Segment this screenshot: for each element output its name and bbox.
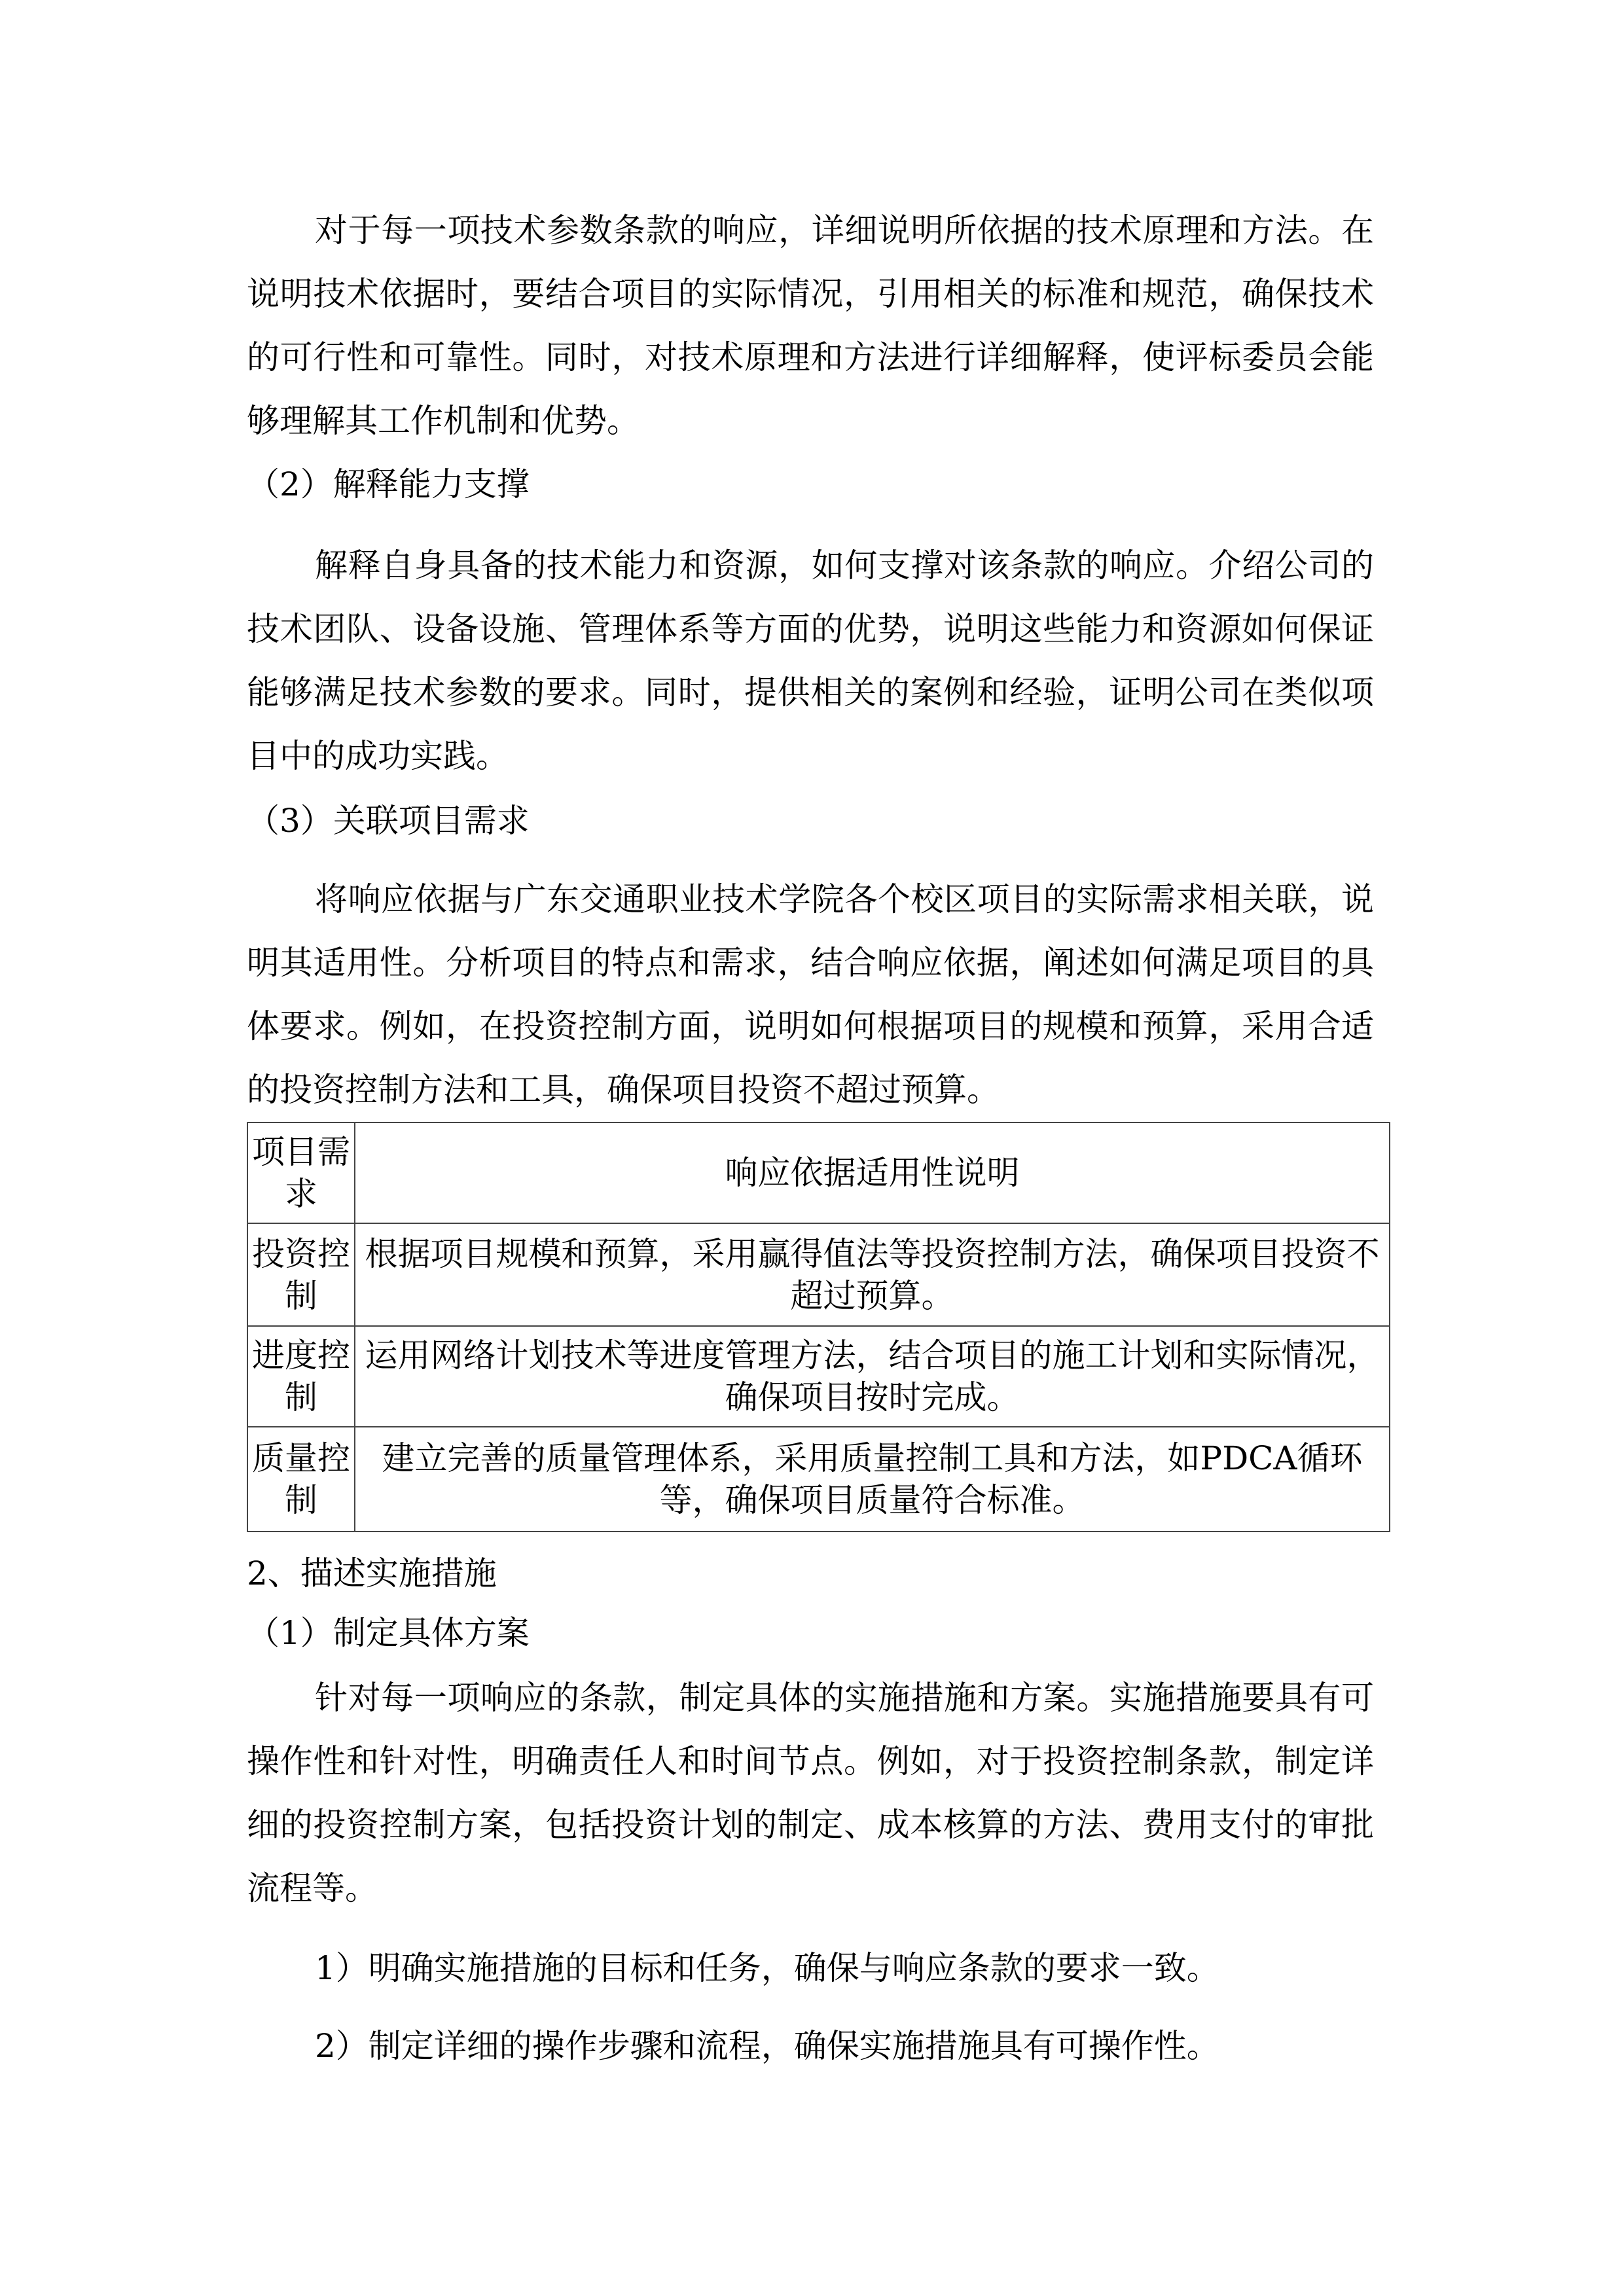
table-cell: 投资控制 [247,1223,355,1326]
table-cell: 进度控制 [247,1326,355,1427]
paragraph-capability-support: 解释自身具备的技术能力和资源，如何支撑对该条款的响应。介绍公司的技术团队、设备设施、管理体系等方面的优势，说明这些能力和资源如何保证能够满足技术参数的要求。同时，提供相关的案例和经验，证明公司在类似项目中的成功实践。 [247,547,1374,775]
table-cell: 运用网络计划技术等进度管理方法，结合项目的施工计划和实际情况，确保项目按时完成。 [355,1326,1390,1427]
table-row [247,1427,1390,1532]
section-heading-implementation: 2、描述实施措施 [247,1554,497,1592]
heading-project-needs: （3）关联项目需求 [247,802,530,840]
list-item: 2）制定详细的操作步骤和流程，确保实施措施具有可操作性。 [315,2027,1219,2065]
table-row [247,1223,1390,1326]
header-cell: 项目需求 [247,1122,355,1223]
paragraph-technical-basis: 对于每一项技术参数条款的响应，详细说明所依据的技术原理和方法。在说明技术依据时，要结合项目的实际情况，引用相关的标准和规范，确保技术的可行性和可靠性。同时，对技术原理和方法进行详细解释，使评标委员会能够理解其工作机制和优势。 [247,211,1374,440]
heading-capability-support: （2）解释能力支撑 [247,465,530,503]
heading-specific-plan: （1）制定具体方案 [247,1614,530,1652]
paragraph-specific-plan: 针对每一项响应的条款，制定具体的实施措施和方案。实施措施要具有可操作性和针对性，明确责任人和时间节点。例如，对于投资控制条款，制定详细的投资控制方案，包括投资计划的制定、成本核算的方法、费用支付的审批流程等。 [247,1679,1374,1907]
table-cell: 质量控制 [247,1427,355,1532]
header-cell: 响应依据适用性说明 [355,1122,1390,1223]
paragraph-project-needs: 将响应依据与广东交通职业技术学院各个校区项目的实际需求相关联，说明其适用性。分析项目的特点和需求，结合响应依据，阐述如何满足项目的具体要求。例如，在投资控制方面，说明如何根据项目的规模和预算，采用合适的投资控制方法和工具，确保项目投资不超过预算。 [247,880,1374,1109]
table-row [247,1326,1390,1427]
requirements-table [247,1122,1390,1532]
table-cell: 根据项目规模和预算，采用赢得值法等投资控制方法，确保项目投资不超过预算。 [355,1223,1390,1326]
table-header-row [247,1122,1390,1223]
list-item: 1）明确实施措施的目标和任务，确保与响应条款的要求一致。 [315,1949,1219,1987]
table-cell: 建立完善的质量管理体系，采用质量控制工具和方法，如PDCA循环等，确保项目质量符合标准。 [355,1427,1390,1532]
